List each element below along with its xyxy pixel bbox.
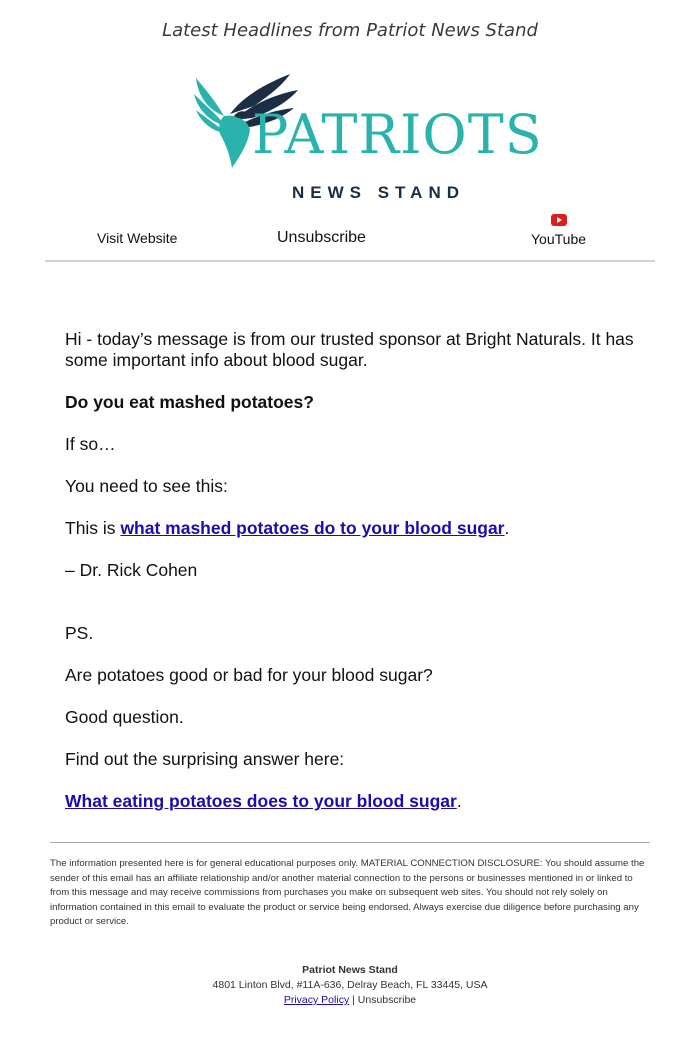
question-heading: Do you eat mashed potatoes? [65, 392, 314, 412]
signature: – Dr. Rick Cohen [65, 560, 198, 580]
logo-wordmark: PATRIOTS [252, 103, 543, 166]
footer-divider [50, 842, 650, 843]
eating-potatoes-link[interactable]: What eating potatoes does to your blood sugar [65, 791, 457, 811]
logo-subtitle: NEWS STAND [292, 183, 466, 202]
footer-unsubscribe-link[interactable]: Unsubscribe [357, 994, 417, 1006]
youtube-icon[interactable] [551, 214, 567, 226]
intro-paragraph: Hi - today’s message is from our trusted sponsor at Bright Naturals. It has some important info about blood sugar. [65, 329, 634, 370]
youtube-link[interactable]: YouTube [531, 231, 587, 247]
nav-bar [45, 212, 655, 262]
this-is-paragraph [65, 518, 645, 539]
unsubscribe-link[interactable]: Unsubscribe [277, 229, 366, 246]
ps-question: Are potatoes good or bad for your blood sugar? [65, 665, 433, 685]
top-headline: Latest Headlines from Patriot News Stand [162, 20, 538, 41]
period-text: . [504, 518, 510, 538]
footer-address: 4801 Linton Blvd, #11A-636, Delray Beach, FL 33445, USA [212, 979, 488, 991]
eating-potatoes-paragraph [65, 791, 645, 812]
footer-org-name: Patriot News Stand [302, 964, 398, 976]
email-body [65, 329, 645, 812]
footer [0, 963, 700, 1008]
period-text: . [456, 791, 462, 811]
good-question-text: Good question. [65, 707, 184, 727]
find-out-text: Find out the surprising answer here: [65, 749, 345, 769]
footer-links [0, 993, 700, 1008]
footer-separator: | [349, 994, 358, 1006]
privacy-policy-link[interactable]: Privacy Policy [283, 994, 350, 1006]
patriots-news-stand-logo[interactable] [190, 72, 543, 207]
ps-label: PS. [65, 623, 94, 643]
mashed-potatoes-link[interactable]: what mashed potatoes do to your blood sugar [120, 518, 505, 538]
visit-website-link[interactable]: Visit Website [97, 230, 178, 246]
this-is-text: This is [65, 518, 121, 538]
if-so-text: If so… [65, 434, 116, 454]
disclaimer-text: The information presented here is for general educational purposes only. MATERIAL CONNECTION DISCLOSURE: You should assume the sender of this email has an affiliate relationship and/or another material connection to the persons or businesses mentioned in or linked to from this message and may receive commissions from purchases you make on subsequent web sites. You should not rely solely on information contained in this email to evaluate the product or service being endorsed. Always exercise due diligence before purchasing any product or service. [50, 858, 645, 927]
need-to-see-text: You need to see this: [65, 476, 228, 496]
